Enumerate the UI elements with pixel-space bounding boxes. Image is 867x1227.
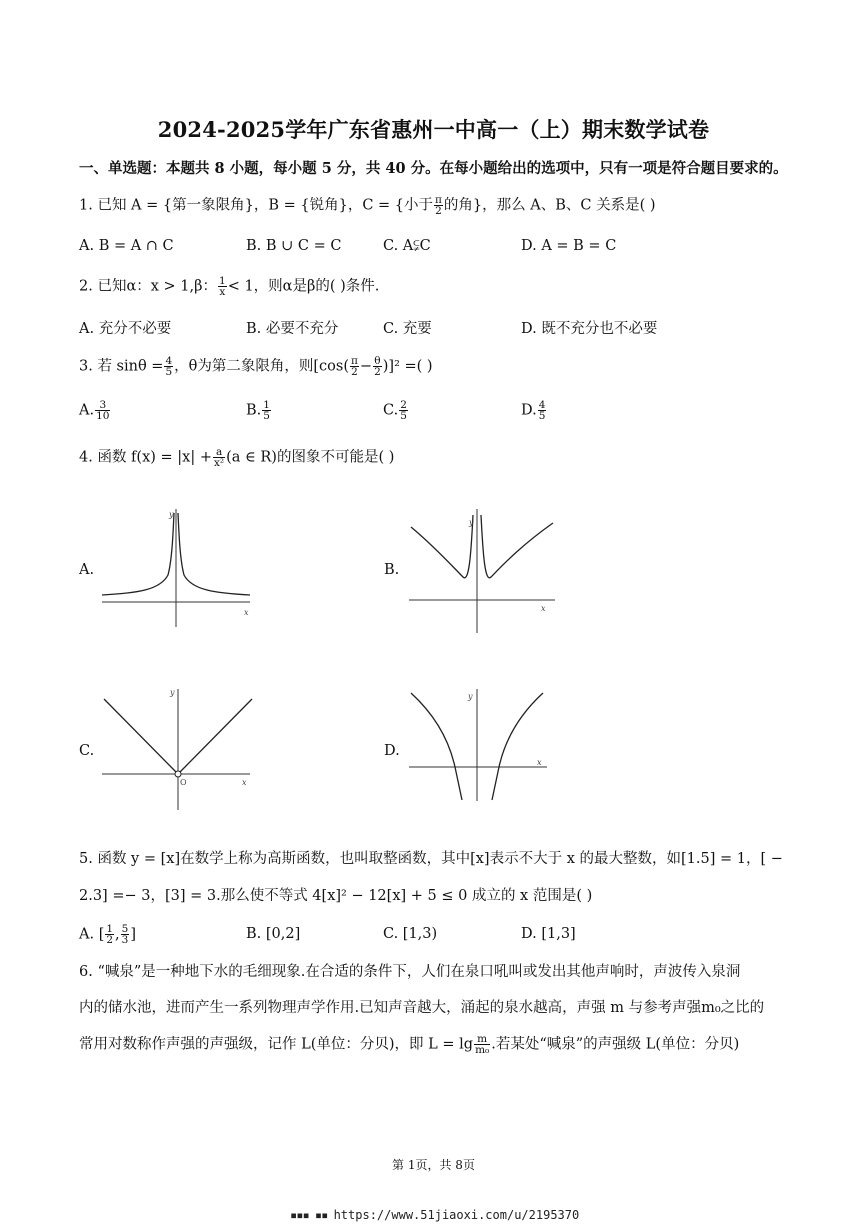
- graph-d-y-label: y: [468, 692, 473, 701]
- q3-text-post: )]² =( ): [382, 358, 433, 375]
- graph-a-y-label: y: [169, 510, 174, 519]
- question-6-line-3: [79, 1034, 739, 1055]
- graph-d-x-label: x: [537, 758, 542, 767]
- graph-c-label: C.: [79, 743, 95, 759]
- q3-fraction-theta: $\frac{\theta}{2}$: [374, 355, 381, 378]
- graph-d-label: D.: [384, 743, 400, 759]
- question-5-line-1: 5. 函数 y = [x]在数学上称为高斯函数，也叫取整函数，其中[x]表示不大于 x 的最大整数，如[1.5] = 1，[ −: [79, 851, 783, 867]
- graph-c-origin-label: O: [180, 778, 187, 787]
- question-2: [79, 276, 379, 297]
- q4-text-pre: 4. 函数 f(x) = |x| +: [79, 449, 212, 466]
- q5-option-c: C. [1,3): [383, 926, 438, 942]
- q3-option-a: A. $\frac{3}{10}$: [79, 399, 110, 422]
- graph-b-y-label: y: [469, 518, 474, 527]
- q6-line3-pre: 常用对数称作声强的声强级，记作 L(单位：分贝)，即 L = lg: [79, 1036, 474, 1053]
- question-6-line-2: 内的储水池，进而产生一系列物理声学作用.已知声音越大，涌起的泉水越高，声强 m 与参考声强m₀之比的: [79, 1000, 765, 1016]
- q1-option-b: B. B ∪ C = C: [246, 238, 342, 254]
- q3-option-d: D. $\frac{4}{5}$: [521, 399, 546, 422]
- section-heading: 一、单选题：本题共 8 小题，每小题 5 分，共 40 分。在每小题给出的选项中，只有一项是符合题目要求的。: [79, 160, 788, 177]
- graph-a-curve-right: [178, 513, 250, 595]
- graph-c-y-label: y: [170, 688, 175, 697]
- graph-d-curve-left: [411, 693, 462, 800]
- graph-b-curve-right: [481, 515, 553, 578]
- q2-option-d: D. 既不充分也不必要: [521, 321, 658, 337]
- q2-option-a: A. 充分不必要: [79, 321, 172, 337]
- graph-c: [98, 685, 258, 813]
- q2-text-post: < 1，则α是β的( )条件.: [227, 278, 380, 295]
- question-3: [79, 356, 433, 377]
- q2-option-b: B. 必要不充分: [246, 321, 339, 337]
- question-5-line-2: 2.3] =− 3，[3] = 3.那么使不等式 4[x]² − 12[x] + 5 ≤ 0 成立的 x 范围是( ): [79, 888, 593, 904]
- page-title: 2024-2025学年广东省惠州一中高一（上）期末数学试卷: [157, 117, 710, 142]
- q4-fraction: $\frac{a}{\text{x²}}$: [214, 446, 225, 469]
- graph-b-label: B.: [384, 562, 400, 578]
- q3-fraction-sin: $\frac{4}{5}$: [165, 355, 173, 378]
- graph-c-open-circle: [175, 771, 181, 777]
- q1-option-a: A. B = A ∩ C: [79, 238, 174, 254]
- q3-option-c: C. $\frac{2}{5}$: [383, 399, 407, 422]
- q3-option-b: B. $\frac{1}{5}$: [246, 399, 270, 422]
- q2-option-c: C. 充要: [383, 321, 432, 337]
- question-1: [79, 195, 656, 216]
- watermark-url: https://www.51jiaoxi.com/u/2195370: [333, 1208, 580, 1222]
- q1-text-pre: 1. 已知 A = {第一象限角}，B = {锐角}，C = {小于: [79, 197, 434, 214]
- q2-fraction: $\frac{1}{x}$: [219, 275, 226, 298]
- graph-a-x-label: x: [244, 608, 249, 617]
- question-6-line-1: 6. “喊泉”是一种地下水的毛细现象.在合适的条件下，人们在泉口吼叫或发出其他声响时，声波传入泉洞: [79, 964, 741, 980]
- q3-fraction-pi: $\frac{\pi}{2}$: [351, 355, 358, 378]
- q2-text-pre: 2. 已知α：x > 1,β：: [79, 278, 217, 295]
- q5-option-d: D. [1,3]: [521, 926, 576, 942]
- q1-fraction: $\frac{\pi}{2}$: [435, 194, 442, 217]
- graph-a-label: A.: [79, 562, 95, 578]
- graph-d-curve-right: [492, 693, 543, 800]
- watermark-mark: ▪▪▪ ▪▪: [290, 1208, 334, 1222]
- q4-text-post: (a ∈ R)的图象不可能是( ): [226, 449, 395, 466]
- page-footer: 第 1页，共 8页: [392, 1158, 475, 1172]
- q5-option-a: A. [ $\frac{1}{2}$ , $\frac{5}{3}$ ]: [79, 923, 137, 946]
- graph-b-x-label: x: [541, 604, 546, 613]
- graph-c-x-label: x: [242, 778, 247, 787]
- q3-minus: −: [359, 358, 373, 375]
- graph-a: [98, 505, 258, 630]
- watermark: [290, 1208, 579, 1222]
- graph-c-line-right: [180, 699, 252, 772]
- question-4: [79, 447, 394, 468]
- q3-text-pre: 3. 若 sinθ =: [79, 358, 164, 375]
- q6-line3-post: .若某处“喊泉”的声强级 L(单位：分贝): [491, 1036, 740, 1053]
- graph-d: [405, 685, 555, 803]
- q6-fraction: $\frac{m}{\text{m₀}}$: [475, 1033, 490, 1056]
- q1-text-post: 的角}，那么 A、B、C 关系是( ): [443, 197, 656, 214]
- q1-option-d: D. A = B = C: [521, 238, 617, 254]
- q5-option-b: B. [0,2]: [246, 926, 301, 942]
- graph-b: [405, 505, 565, 635]
- q1-option-c: C. A⫋C: [383, 238, 431, 254]
- graph-c-line-left: [104, 699, 176, 772]
- q3-text-mid: ，θ为第二象限角，则[cos(: [174, 358, 349, 375]
- graph-b-curve-left: [411, 515, 473, 578]
- graph-a-curve-left: [102, 513, 174, 595]
